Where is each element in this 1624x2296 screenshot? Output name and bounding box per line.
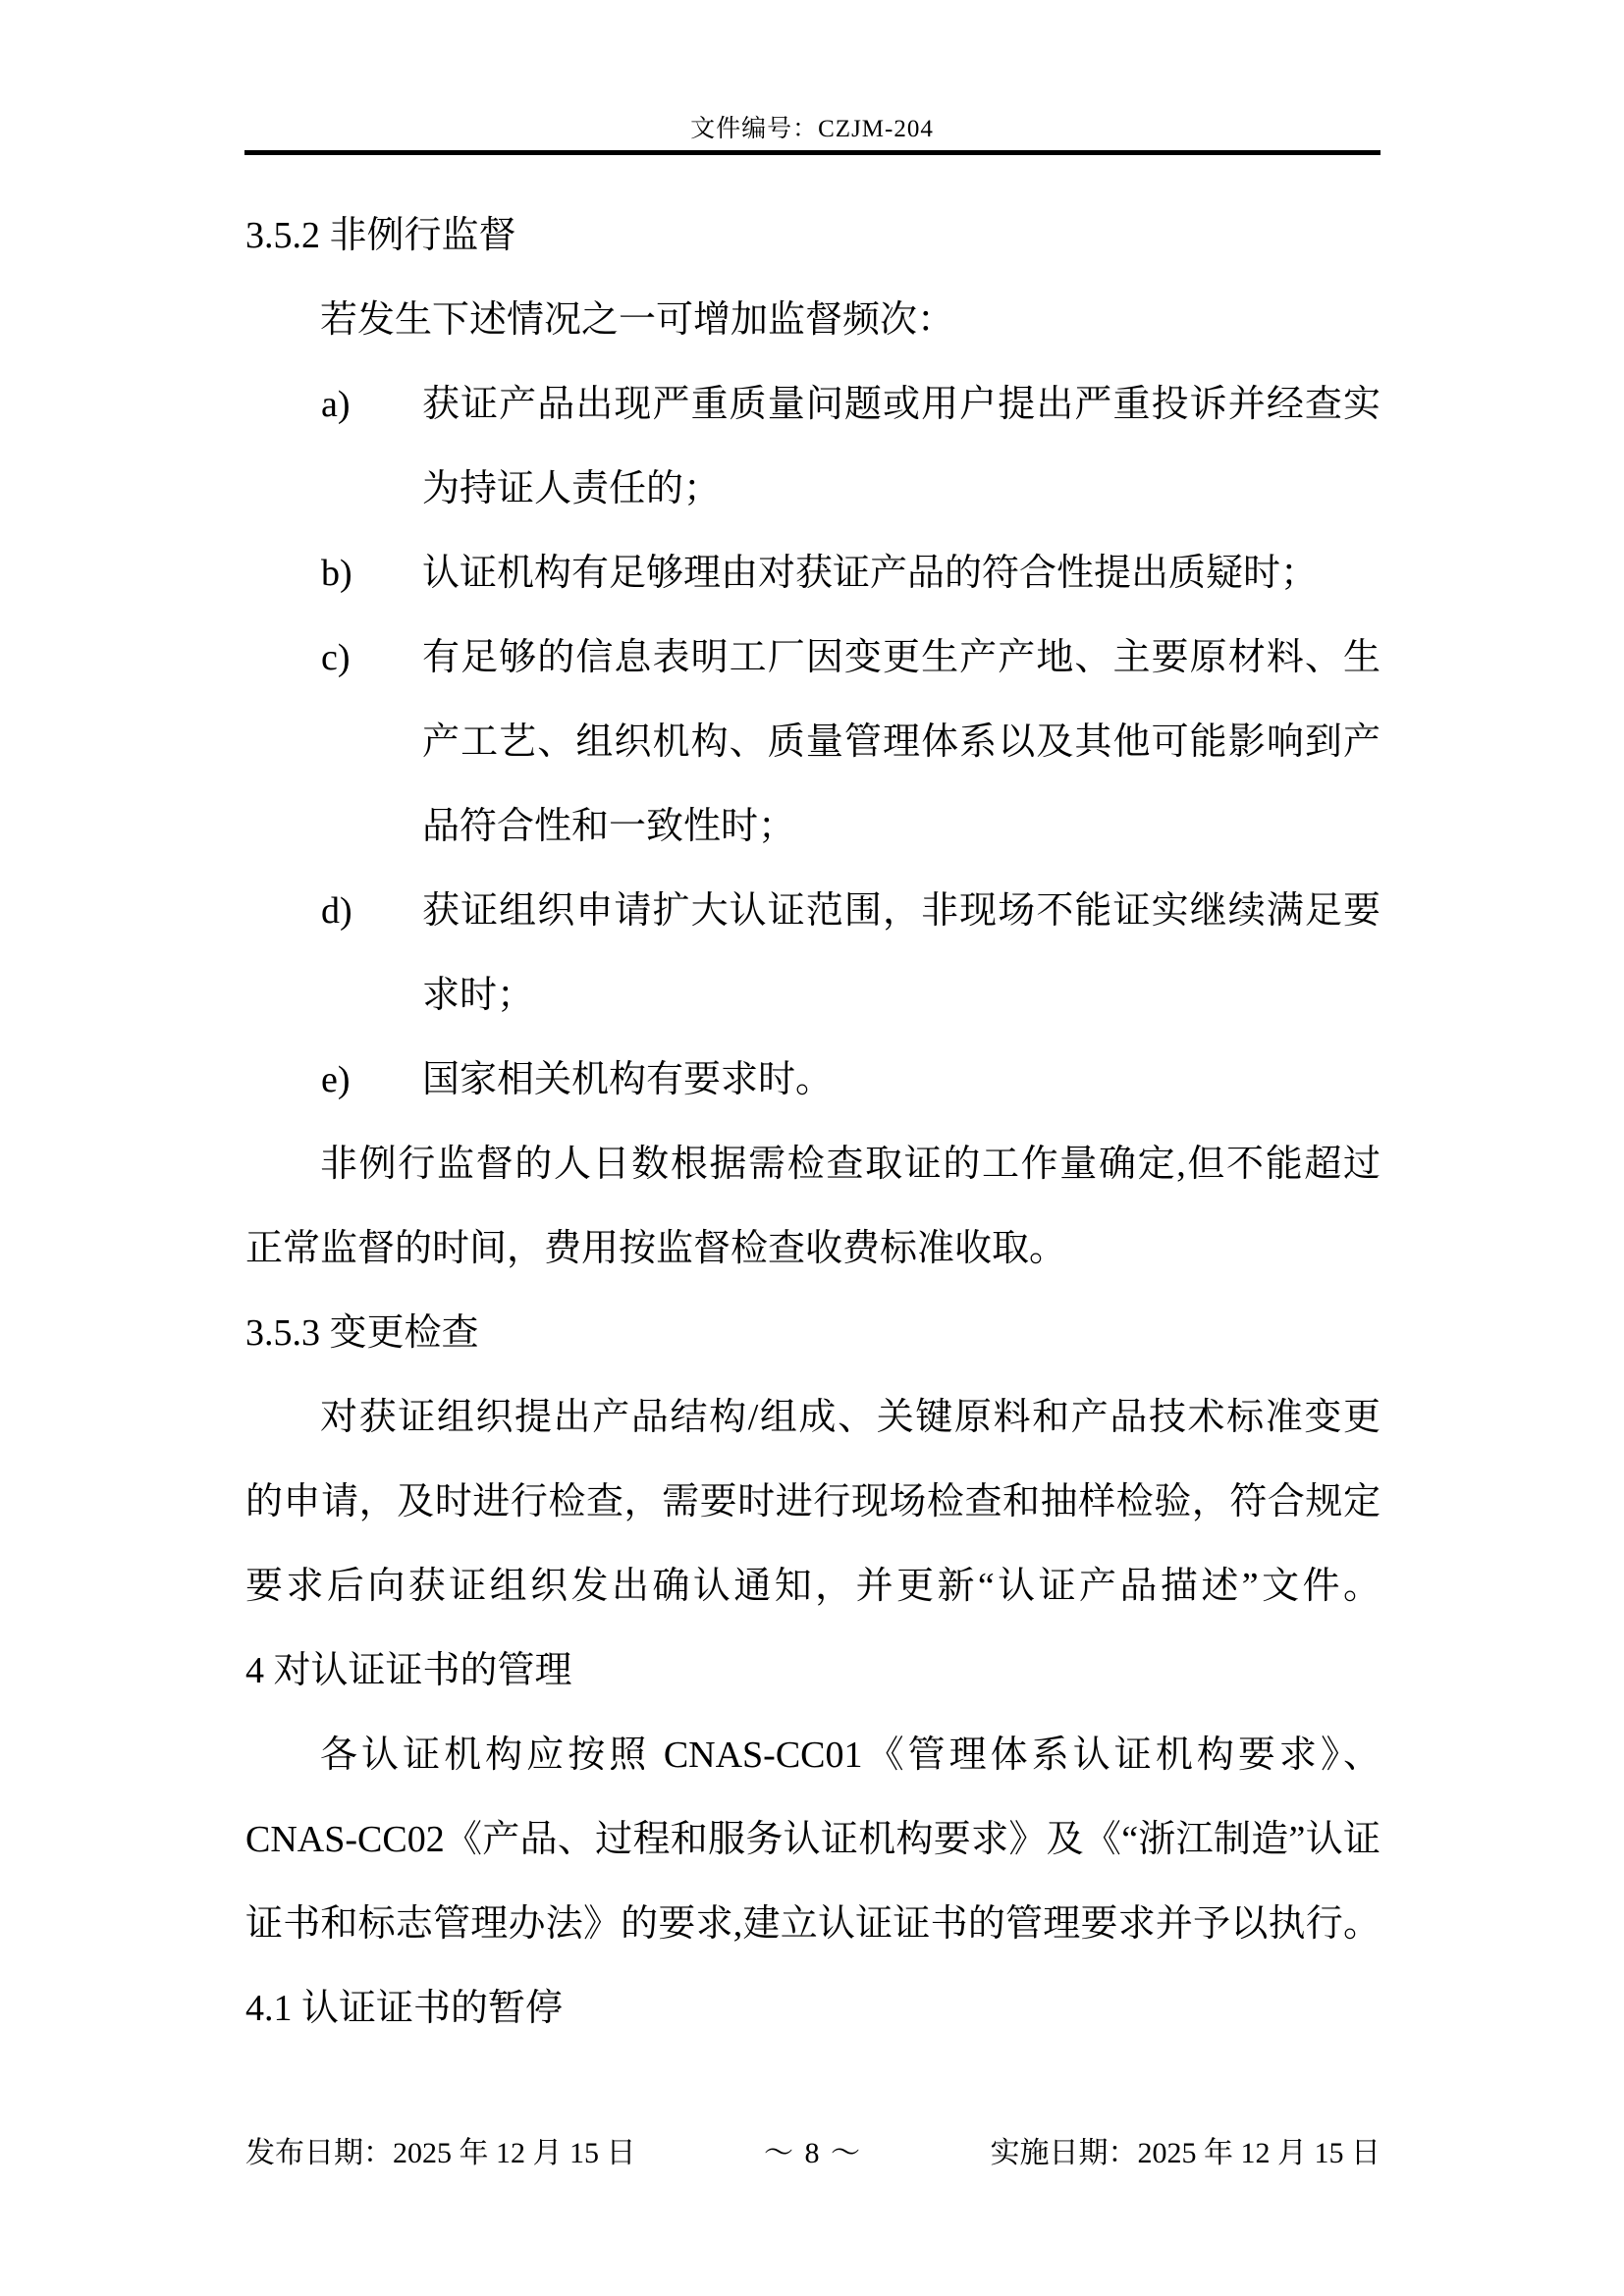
- list-item-text: 获证组织申请扩大认证范围，非现场不能证实继续满足要: [422, 890, 1380, 932]
- paragraph-line: 对获证组织提出产品结构/组成、关键原料和产品技术标准变更: [320, 1397, 1380, 1438]
- paragraph-line: CNAS-CC02《产品、过程和服务认证机构要求》及《“浙江制造”认证: [245, 1819, 1380, 1860]
- section-heading-3-5-2: 3.5.2 非例行监督: [245, 215, 516, 256]
- document-body: [245, 193, 1380, 2051]
- paragraph-line: 各认证机构应按照 CNAS-CC01《管理体系认证机构要求》、: [320, 1735, 1380, 1776]
- paragraph-line: 的申请，及时进行检查，需要时进行现场检查和抽样检验，符合规定: [245, 1481, 1380, 1522]
- list-item-d: [245, 869, 1380, 953]
- release-date: 发布日期：2025 年 12 月 15 日: [245, 2137, 636, 2169]
- list-marker-e: e): [321, 1059, 351, 1100]
- section-heading-3-5-3: 3.5.3 变更检查: [245, 1312, 479, 1354]
- list-item-c: [245, 615, 1380, 700]
- list-marker-d: d): [321, 890, 352, 932]
- list-item-a: [245, 362, 1380, 447]
- paragraph-line: 若发生下述情况之一可增加监督频次：: [320, 299, 955, 341]
- page-number: ～ 8 ～: [764, 2137, 862, 2169]
- section-heading-4: 4 对认证证书的管理: [245, 1650, 572, 1691]
- list-item-c-cont: 品符合性和一致性时；: [422, 806, 796, 847]
- section-heading-4-1: 4.1 认证证书的暂停: [245, 1988, 564, 2029]
- list-marker-c: c): [321, 637, 351, 678]
- list-item-e: [245, 1038, 1380, 1122]
- implement-date: 实施日期：2025 年 12 月 15 日: [990, 2137, 1380, 2169]
- list-marker-b: b): [321, 553, 352, 594]
- list-marker-a: a): [321, 384, 351, 425]
- header-rule: [244, 150, 1380, 155]
- list-item-a-cont: 为持证人责任的；: [422, 468, 722, 509]
- list-item-text: 认证机构有足够理由对获证产品的符合性提出质疑时；: [422, 553, 1319, 594]
- list-item-b: [245, 531, 1380, 615]
- list-item-d-cont: 求时；: [422, 975, 535, 1016]
- list-item-c-cont: 产工艺、组织机构、质量管理体系以及其他可能影响到产: [422, 721, 1380, 763]
- paragraph-line: 要求后向获证组织发出确认通知，并更新“认证产品描述”文件。: [245, 1566, 1380, 1607]
- paragraph-line: 非例行监督的人日数根据需检查取证的工作量确定,但不能超过: [320, 1144, 1380, 1185]
- page-footer: [245, 2126, 1380, 2181]
- paragraph-line: 证书和标志管理办法》的要求,建立认证证书的管理要求并予以执行。: [245, 1903, 1380, 1945]
- list-item-text: 国家相关机构有要求时。: [422, 1059, 834, 1100]
- doc-number: 文件编号：CZJM-204: [690, 116, 934, 142]
- list-item-text: 获证产品出现严重质量问题或用户提出严重投诉并经查实: [422, 384, 1380, 425]
- list-item-text: 有足够的信息表明工厂因变更生产产地、主要原材料、生: [422, 637, 1380, 678]
- paragraph-line: 正常监督的时间，费用按监督检查收费标准收取。: [245, 1228, 1067, 1269]
